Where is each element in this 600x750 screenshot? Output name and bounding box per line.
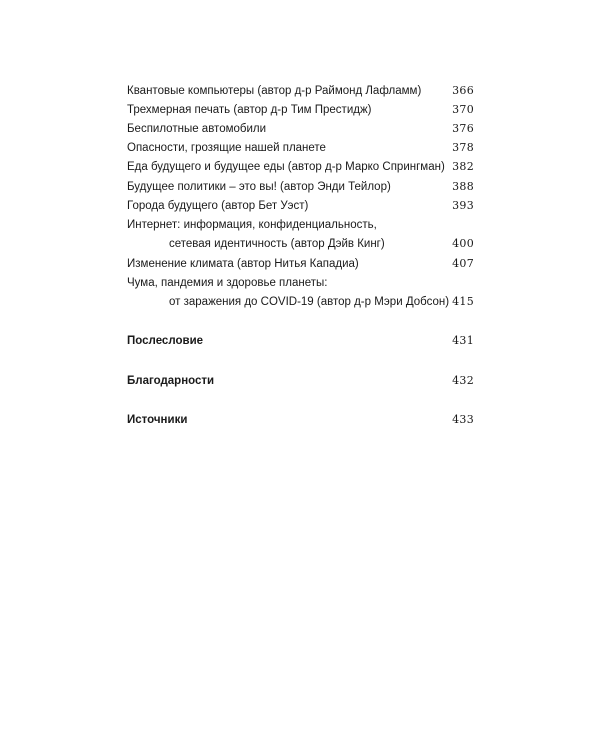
toc-entry-title: Города будущего (автор Бет Уэст): [127, 200, 309, 212]
toc-entry-title: Еда будущего и будущее еды (автор д-р Марко Спрингман): [127, 161, 445, 173]
toc-entry-page: 400: [452, 237, 474, 250]
toc-entry-title: Трехмерная печать (автор д-р Тим Престидж): [127, 104, 372, 116]
toc-section-page: 433: [452, 413, 474, 426]
toc-section-page: 431: [452, 334, 474, 347]
toc-entry-title: Изменение климата (автор Нитья Кападиа): [127, 258, 359, 270]
toc-entry-page: 388: [452, 180, 474, 193]
toc-entry-title: Интернет: информация, конфиденциальность,: [127, 219, 377, 231]
toc-entry-page: 366: [452, 84, 474, 97]
toc-entry-title: от заражения до COVID-19 (автор д-р Мэри Добсон): [169, 296, 450, 308]
toc-entry-page: 376: [452, 122, 474, 135]
toc-section-title: Источники: [127, 414, 188, 426]
toc-section-page: 432: [452, 374, 474, 387]
toc-entry-title: сетевая идентичность (автор Дэйв Кинг): [169, 238, 385, 250]
toc-entry-page: 382: [452, 160, 474, 173]
toc-entry-page: 393: [452, 199, 474, 212]
toc-entry-title: Квантовые компьютеры (автор д-р Раймонд Лафламм): [127, 85, 422, 97]
toc-section-title: Послесловие: [127, 335, 204, 347]
toc-entry-page: 378: [452, 141, 474, 154]
toc-entry-title: Будущее политики – это вы! (автор Энди Тейлор): [127, 181, 391, 193]
toc-entry-page: 407: [452, 257, 474, 270]
toc-entry-title: Опасности, грозящие нашей планете: [127, 142, 326, 154]
toc-entry-title: Беспилотные автомобили: [127, 123, 267, 135]
toc-entry-title: Чума, пандемия и здоровье планеты:: [127, 277, 328, 289]
toc-entry-page: 370: [452, 103, 474, 116]
toc-section-title: Благодарности: [127, 375, 215, 387]
toc-entry-page: 415: [452, 295, 474, 308]
